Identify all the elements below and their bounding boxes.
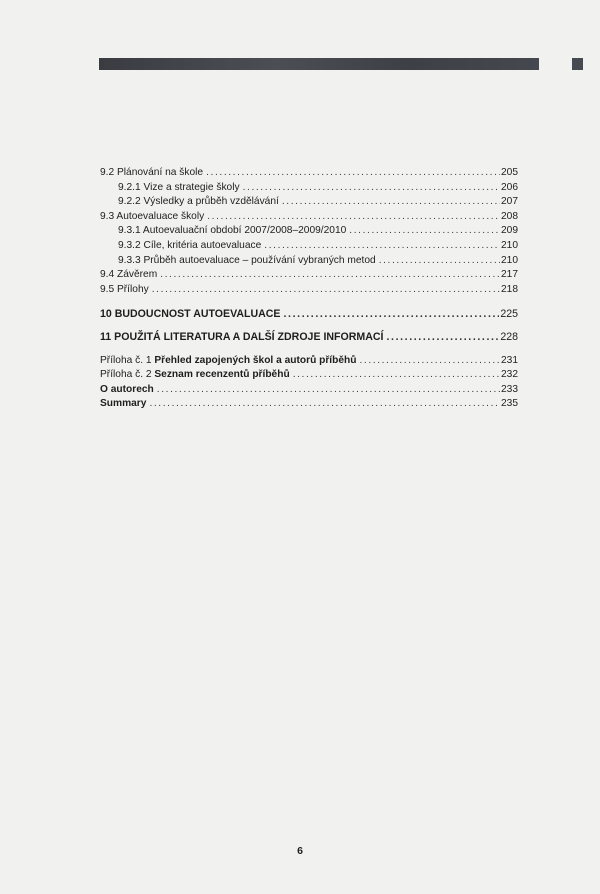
toc-appendix-page: 231 (501, 354, 518, 366)
toc-chapter[interactable] (100, 330, 518, 345)
toc-entry-label: 9.3.2 Cíle, kritéria autoevaluace (118, 239, 262, 251)
toc-appendix-page: 232 (501, 369, 518, 381)
toc-entry-page: 210 (501, 239, 518, 251)
table-of-contents (100, 166, 518, 412)
dot-leader (293, 368, 500, 383)
toc-chapter-page: 225 (500, 308, 518, 321)
toc-entry[interactable] (100, 224, 518, 239)
appendix-prefix: Příloha č. 2 (100, 369, 152, 381)
toc-chapter-label: 11 POUŽITÁ LITERATURA A DALŠÍ ZDROJE INFORMACÍ (100, 330, 384, 343)
header-bar (99, 58, 539, 70)
toc-end-entry[interactable] (100, 383, 518, 398)
toc-entry[interactable] (100, 283, 518, 298)
dot-leader (160, 268, 500, 283)
toc-entry-page: 208 (501, 210, 518, 222)
appendix-title: Přehled zapojených škol a autorů příběhů (154, 354, 357, 366)
toc-entry-page: 205 (501, 167, 518, 178)
toc-entry-label: 9.2.1 Vize a strategie školy (118, 181, 240, 193)
dot-leader (264, 239, 500, 254)
spacer (100, 345, 518, 354)
toc-entry-page: 217 (501, 269, 518, 281)
toc-entry-page: 218 (501, 283, 518, 295)
toc-end-entry-page: 235 (501, 398, 518, 410)
dot-leader (152, 283, 500, 298)
dot-leader (284, 307, 500, 322)
toc-appendix[interactable] (100, 354, 518, 369)
toc-entry[interactable] (100, 254, 518, 269)
appendix-prefix: Příloha č. 1 (100, 354, 152, 366)
toc-entry-label: 9.4 Závěrem (100, 269, 158, 281)
toc-entry-label: 9.2.2 Výsledky a průběh vzdělávání (118, 196, 279, 208)
appendix-title: Seznam recenzentů příběhů (154, 369, 290, 381)
toc-entry-label: 9.3 Autoevaluace školy (100, 210, 205, 222)
dot-leader (149, 397, 500, 412)
toc-end-entry-label (100, 383, 154, 398)
end-entry-title: Summary (100, 398, 147, 410)
dot-leader (349, 224, 500, 239)
dot-leader (207, 210, 500, 225)
toc-entry-label: 9.3.3 Průběh autoevaluace – používání vybraných metod (118, 254, 376, 266)
toc-appendix-label (100, 368, 290, 383)
toc-entry-label: 9.5 Přílohy (100, 283, 149, 295)
toc-appendix[interactable] (100, 368, 518, 383)
spacer (100, 322, 518, 330)
toc-appendix-label (100, 354, 356, 369)
end-entry-title: O autorech (100, 383, 154, 395)
toc-chapter-label: 10 BUDOUCNOST AUTOEVALUACE (100, 308, 281, 321)
toc-entry-label: 9.3.1 Autoevaluační období 2007/2008–2009/2010 (118, 225, 347, 237)
dot-leader (282, 195, 500, 210)
toc-entry[interactable] (100, 210, 518, 225)
toc-entry[interactable] (100, 195, 518, 210)
toc-entry[interactable] (100, 268, 518, 283)
page-number: 6 (297, 845, 303, 857)
toc-chapter[interactable] (100, 307, 518, 322)
dot-leader (157, 383, 500, 398)
toc-entry[interactable] (100, 166, 518, 181)
spacer (100, 297, 518, 307)
toc-chapter-page: 228 (500, 330, 518, 343)
toc-end-entry-page: 233 (501, 383, 518, 395)
toc-entry-page: 210 (501, 254, 518, 266)
dot-leader (379, 254, 500, 269)
toc-entry-page: 209 (501, 225, 518, 237)
toc-entry-page: 207 (501, 196, 518, 208)
dot-leader (359, 354, 500, 369)
dot-leader (243, 181, 500, 196)
dot-leader (387, 330, 500, 345)
toc-entry[interactable] (100, 181, 518, 196)
corner-mark (572, 58, 583, 70)
toc-entry[interactable] (100, 239, 518, 254)
toc-end-entry[interactable] (100, 397, 518, 412)
dot-leader (206, 166, 500, 181)
toc-entry-label: 9.2 Plánování na škole (100, 167, 204, 178)
toc-entry-page: 206 (501, 181, 518, 193)
toc-end-entry-label (100, 397, 146, 412)
